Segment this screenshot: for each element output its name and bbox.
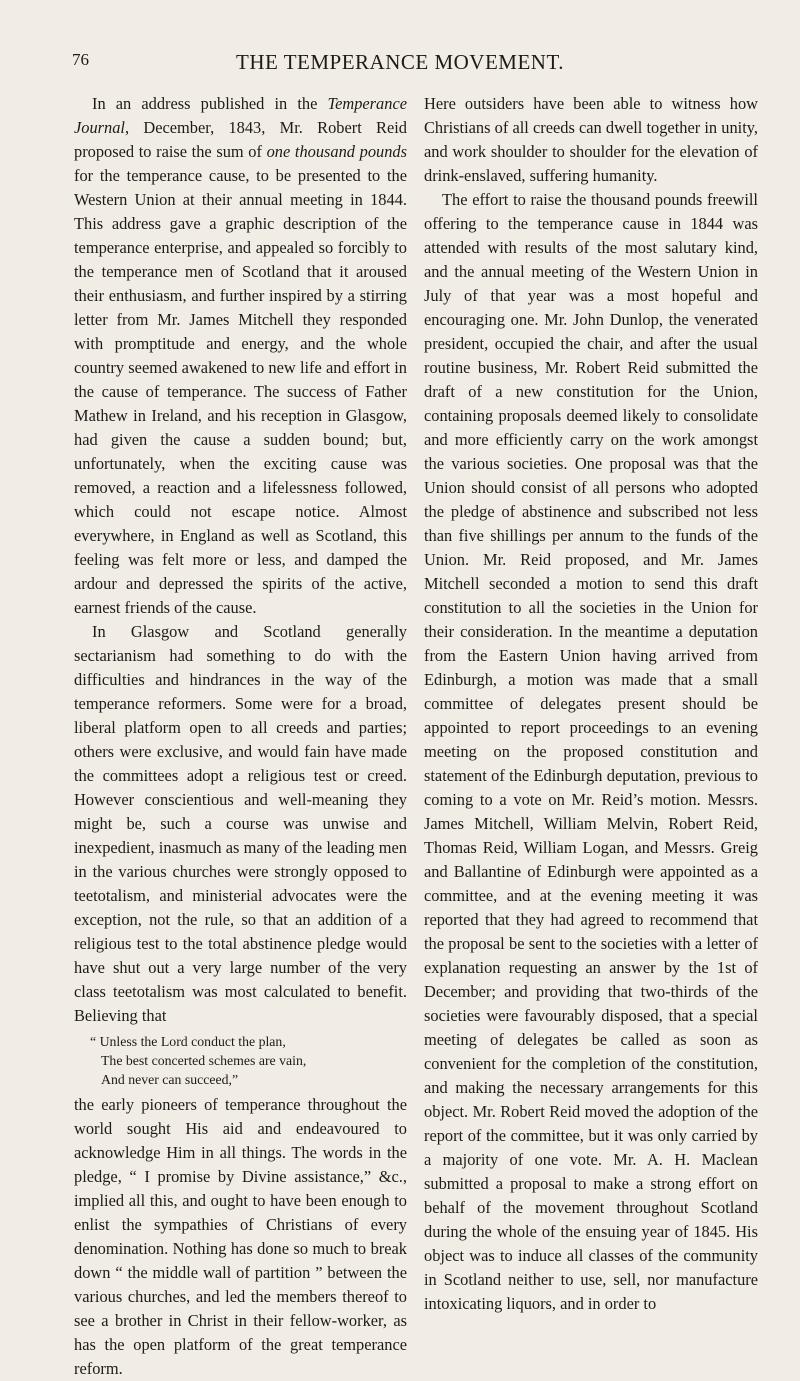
paragraph-sectarianism: In Glasgow and Scotland generally sectarianism had something to do with the difficulties and hindrances in the way of the temperance reformers. Some were for a broad, liberal platform open to all creeds and parties; others were exclusive, and would fain have made the committees adopt a religious test or creed. However conscientious and well-meaning they might be, such a course was unwise and inexpedient, inasmuch as many of the leading men in the various churches were strongly opposed to teetotalism, and ministerial advocates were the exception, not the rule, so that an addition of a religious test to the total abstinence pledge would have shut out a very large number of the very class teetotalism was most calculated to benefit. Believing that <box>74 622 407 1025</box>
verse-quotation <box>74 1032 407 1089</box>
running-title: THE TEMPERANCE MOVEMENT. <box>236 50 564 74</box>
paragraph-thousand-pounds: The effort to raise the thousand pounds freewill offering to the temperance cause in 1844 was attended with results of the most salutary kind, and the annual meeting of the Western Union in July of that year was a most hopeful and encouraging one. Mr. John Dunlop, the venerated president, occupied the chair, and after the usual routine business, Mr. Robert Reid submitted the draft of a new constitution for the Union, containing proposals deemed likely to consolidate and more efficiently carry on the work amongst the various societies. One proposal was that the Union should consist of all persons who adopted the pledge of abstinence and subscribed not less than five shillings per annum to the funds of the Union. Mr. Reid proposed, and Mr. James Mitchell seconded a motion to send this draft constitution to all the societies in the Union for their consideration. In the meantime a deputation from the Eastern Union having arrived from Edinburgh, a motion was made that a small committee of delegates present should be appointed to report proceedings to an evening meeting on the proposed constitution and statement of the Edinburgh deputation, previous to coming to a vote on Mr. Reid’s motion. Messrs. James Mitchell, William Melvin, Robert Reid, Thomas Reid, William Logan, and Messrs. Greig and Ballantine of Edinburgh were appointed as a committee, and at the evening meeting it was reported that they had agreed to recommend that the proposal be sent to the societies with a letter of explanation requesting an answer by the 1st of December; and providing that two-thirds of the societies were favourably disposed, that a special meeting of delegates be called as soon as convenient for the completion of the constitution, and making the necessary arrangements for this object. Mr. Robert Reid moved the adoption of the report of the committee, but it was only carried by a majority of one vote. Mr. A. H. Maclean submitted a proposal to make a strong effort on behalf of the movement throughout Scotland during the whole of the ensuing year of 1845. His object was to induce all classes of the community in Scotland neither to use, sell, nor manufacture intoxicating liquors, and in order to <box>424 190 758 1313</box>
paragraph-reid-address <box>74 92 407 620</box>
page-number: 76 <box>72 50 89 69</box>
text-run: , December, 1843, Mr. Robert Reid proposed to raise the sum of <box>74 118 407 161</box>
sum-phrase: one thousand pounds <box>266 142 407 161</box>
verse-line: The best concerted schemes are vain, <box>101 1053 307 1068</box>
right-column <box>424 92 758 1316</box>
journal-title: Temperance Journal <box>74 94 407 137</box>
paragraph-outsiders: Here outsiders have been able to witness how Christians of all creeds can dwell together in unity, and work shoulder to shoulder for the elevation of drink-enslaved, suffering humanity. <box>424 94 758 185</box>
paragraph-early-pioneers: the early pioneers of temperance throughout the world sought His aid and endeavoured to acknowledge Him in all things. The words in the pledge, “ I promise by Divine assistance,” &c., implied all this, and ought to have been enough to enlist the sympathies of Christians of every denomination. Nothing has done so much to break down “ the middle wall of partition ” between the various churches, and led the members thereof to see a brother in Christ in their fellow-worker, as has the open platform of the great temperance reform. <box>74 1095 407 1378</box>
verse-line: And never can succeed,” <box>101 1072 239 1087</box>
text-run: In an address published in the <box>92 94 328 113</box>
text-run: for the temperance cause, to be presented to the Western Union at their annual meeting in 1844. This address gave a graphic description of the temperance enterprise, and appealed so forcibly to the temperance men of Scotland that it aroused their enthusiasm, and further inspired by a stirring letter from Mr. James Mitchell they responded with promptitude and energy, and the whole country seemed awakened to new life and effort in the cause of temperance. The success of Father Mathew in Ireland, and his reception in Glasgow, had given the cause a sudden bound; but, unfortunately, when the exciting cause was removed, a reaction and a lifelessness followed, which could not escape notice. Almost everywhere, in England as well as Scotland, this feeling was felt more or less, and damped the ardour and depressed the spirits of the active, earnest friends of the cause. <box>74 166 407 617</box>
verse-line: “ Unless the Lord conduct the plan, <box>90 1034 286 1049</box>
left-column <box>74 92 407 1381</box>
